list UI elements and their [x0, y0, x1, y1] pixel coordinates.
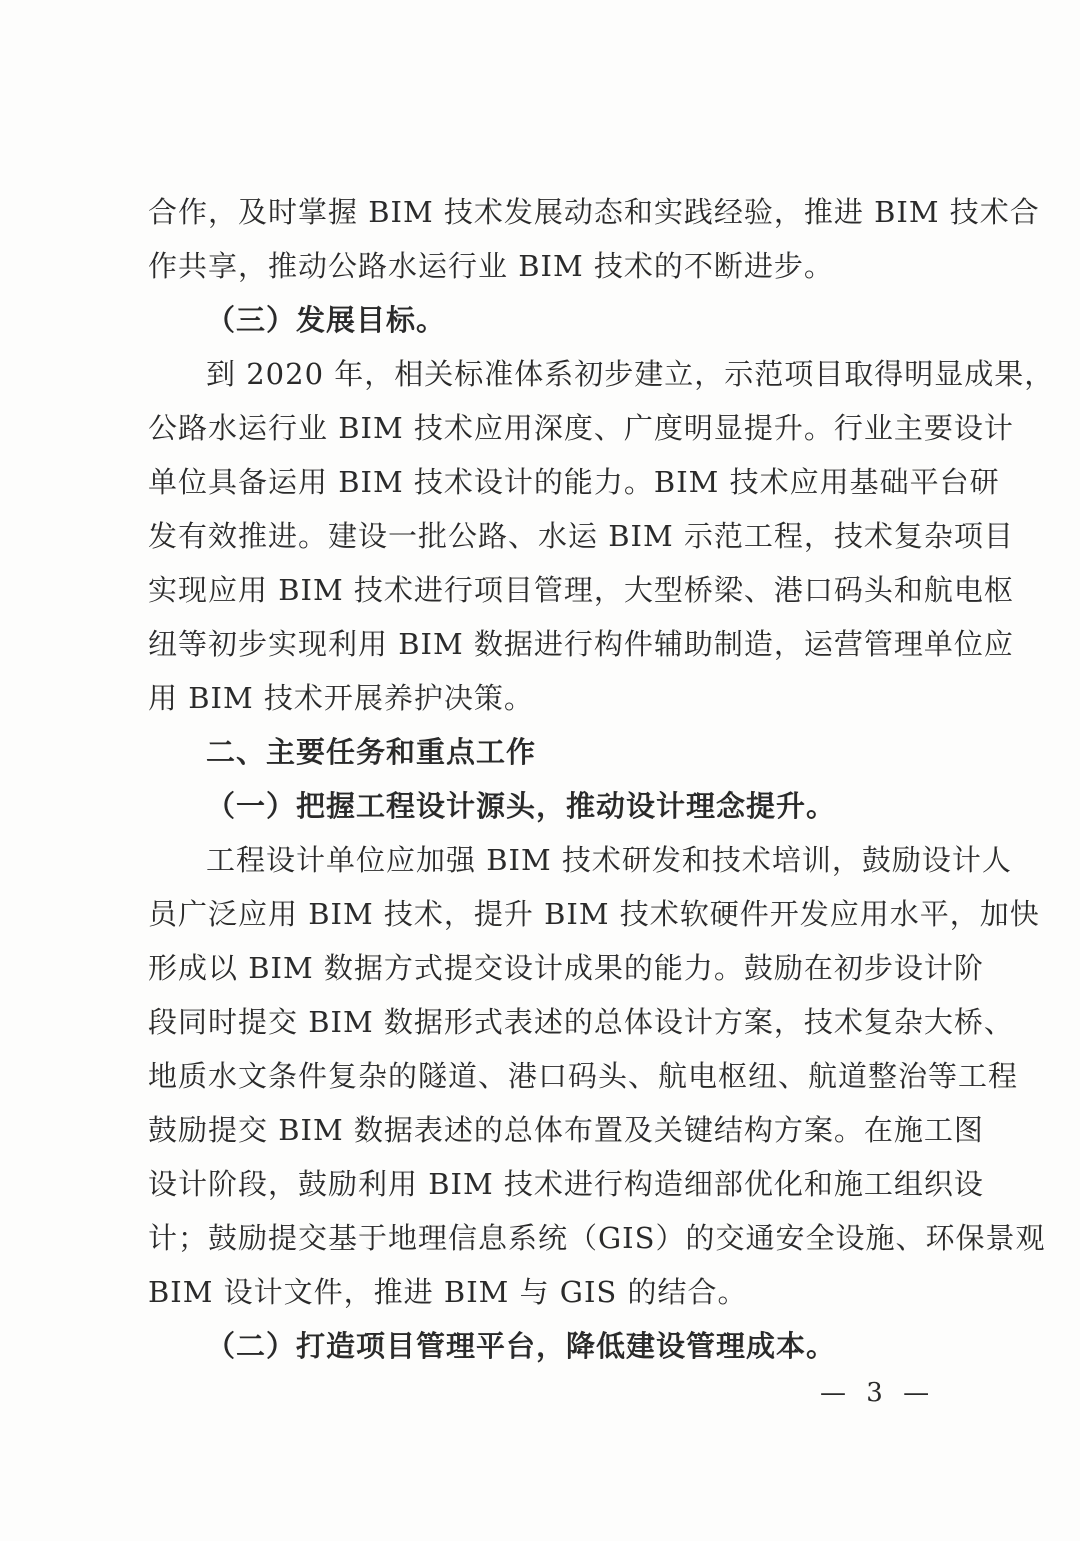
paragraph-line: 合作，及时掌握 BIM 技术发展动态和实践经验，推进 BIM 技术合 — [148, 195, 1040, 229]
paragraph-line: 公路水运行业 BIM 技术应用深度、广度明显提升。行业主要设计 — [148, 411, 1014, 445]
section-subheading: （二）打造项目管理平台，降低建设管理成本。 — [206, 1329, 837, 1363]
section-subheading: （一）把握工程设计源头，推动设计理念提升。 — [206, 789, 837, 823]
paragraph-line: 计；鼓励提交基于地理信息系统（GIS）的交通安全设施、环保景观 — [148, 1221, 1046, 1255]
page-number: — 3 — — [820, 1378, 936, 1408]
section-subheading: （三）发展目标。 — [206, 303, 447, 337]
paragraph-line: 纽等初步实现利用 BIM 数据进行构件辅助制造，运营管理单位应 — [148, 627, 1014, 661]
paragraph-line: 发有效推进。建设一批公路、水运 BIM 示范工程，技术复杂项目 — [148, 519, 1014, 553]
paragraph-line: 鼓励提交 BIM 数据表述的总体布置及关键结构方案。在施工图 — [148, 1113, 984, 1147]
paragraph-line: BIM 设计文件，推进 BIM 与 GIS 的结合。 — [148, 1275, 748, 1309]
paragraph-line: 用 BIM 技术开展养护决策。 — [148, 681, 534, 715]
paragraph-line: 实现应用 BIM 技术进行项目管理，大型桥梁、港口码头和航电枢 — [148, 573, 1014, 607]
paragraph-line: 工程设计单位应加强 BIM 技术研发和技术培训，鼓励设计人 — [206, 843, 1012, 877]
paragraph-line: 到 2020 年，相关标准体系初步建立，示范项目取得明显成果， — [206, 357, 1055, 391]
section-heading: 二、主要任务和重点工作 — [206, 735, 537, 769]
paragraph-line: 设计阶段，鼓励利用 BIM 技术进行构造细部优化和施工组织设 — [148, 1167, 984, 1201]
paragraph-line: 员广泛应用 BIM 技术，提升 BIM 技术软硬件开发应用水平，加快 — [148, 897, 1040, 931]
document-body — [148, 185, 1055, 1373]
paragraph-line: 作共享，推动公路水运行业 BIM 技术的不断进步。 — [148, 249, 834, 283]
paragraph-line: 地质水文条件复杂的隧道、港口码头、航电枢纽、航道整治等工程 — [148, 1059, 1019, 1093]
paragraph-line: 单位具备运用 BIM 技术设计的能力。BIM 技术应用基础平台研 — [148, 465, 1000, 499]
paragraph-line: 形成以 BIM 数据方式提交设计成果的能力。鼓励在初步设计阶 — [148, 951, 984, 985]
paragraph-line: 段同时提交 BIM 数据形式表述的总体设计方案，技术复杂大桥、 — [148, 1005, 1014, 1039]
